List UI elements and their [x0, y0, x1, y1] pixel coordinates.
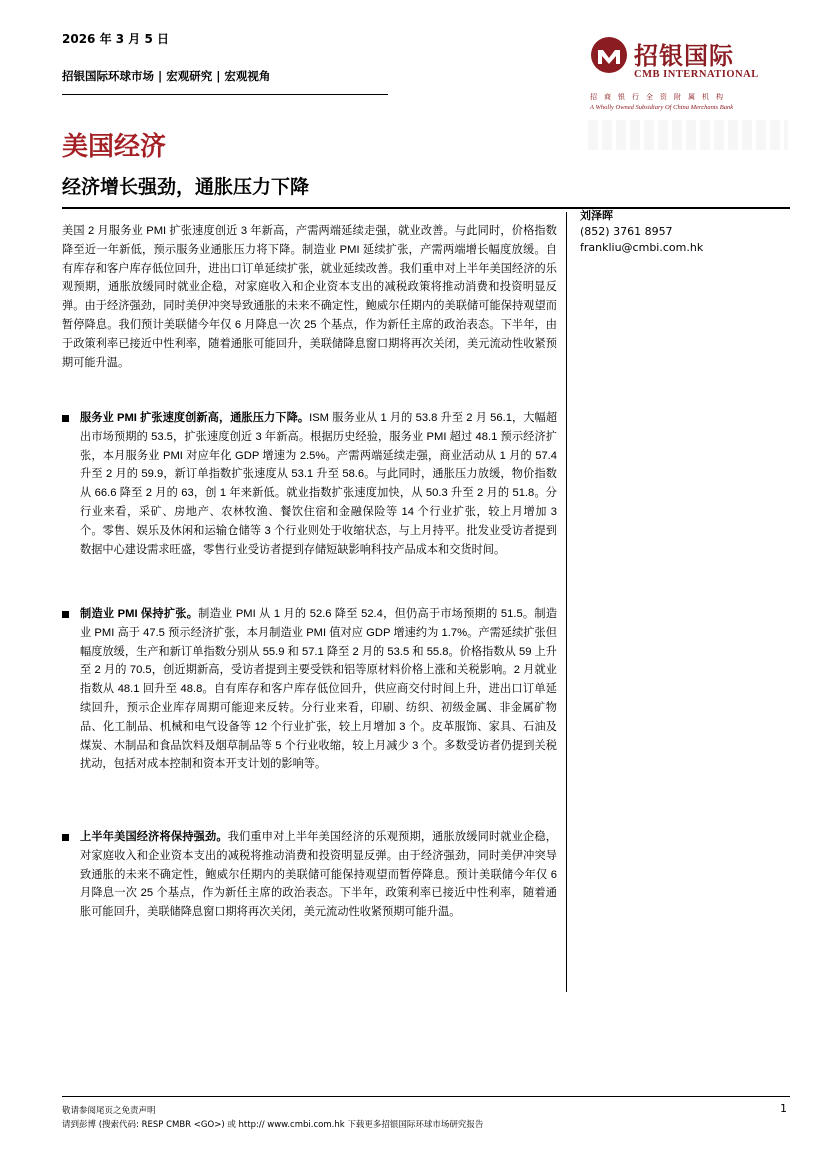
report-series: 招银国际环球市场 | 宏观研究 | 宏观视角	[62, 69, 271, 83]
bullet-text: 制造业 PMI 从 1 月的 52.6 降至 52.4，但仍高于市场预期的 51.5。制造业 PMI 高于 47.5 预示经济扩张，本月制造业 PMI 值对应 GDP 增速约为 1.7%。产需延续扩张但幅度放缓，生产和新订单指数分别从 55.9 和 57.1 降至 2 月的 53.5 和 55.8。价格指数从 59 上升至 2 月的 70.5，创近期新高，受访者提到主要受铁和铝等原材料价格上涨和关税影响。2 月就业指数从 48.1 回升至 48.8。自有库存和客户库存低位回升，供应商交付时间上升，进出口订单延续回升，预示企业库存周期可能迎来反转。分行业来看，印刷、纺织、初级金属、非金属矿物品、化工制品、机械和电气设备等 12 个行业扩张，较上月增加 3 个。皮革服饰、家具、石油及煤炭、木制品和食品饮料及烟草制品等 5 个行业收缩，较上月减少 3 个。多数受访者仍提到关税扰动，包括对成本控制和资本开支计划的影响等。	[80, 608, 558, 771]
disclaimer-note: 敬请参阅尾页之免责声明	[62, 1106, 156, 1116]
logo-english-name: CMB INTERNATIONAL	[634, 69, 759, 80]
logo-chinese-name: 招银国际	[634, 41, 734, 70]
author-email[interactable]: frankliu@cmbi.com.hk	[580, 241, 704, 254]
watermark-texture	[588, 120, 788, 150]
logo-subsidiary-en: A Wholly Owned Subsidiary Of China Merchants Bank	[590, 104, 734, 111]
author-info	[580, 208, 703, 256]
report-headline: 经济增长强劲，通胀压力下降	[62, 176, 310, 198]
bullet-text: 我们重申对上半年美国经济的乐观预期，通胀放缓同时就业企稳，对家庭收入和企业资本支出的减税将推动消费和投资明显反弹。由于经济强劲，同时美伊冲突导致通胀的未来不确定性，鲍威尔任期内的美联储可能保持观望而暂停降息。预计美联储今年仅 6 月降息一次 25 个基点，作为新任主席的政治表态。下半年，政策利率已接近中性利率，随着通胀可能回升，美联储降息窗口期将再次关闭，美元流动性收紧预期可能升温。	[80, 831, 557, 919]
download-note[interactable]: 请到彭博 (搜索代码: RESP CMBR <GO>) 或 http:// www.cmbi.com.hk 下载更多招银国际环球市场研究报告	[62, 1120, 484, 1130]
author-phone: (852) 3761 8957	[580, 225, 673, 238]
page-number: 1	[780, 1102, 787, 1115]
bullet-manufacturing-pmi	[62, 605, 557, 774]
cmbi-logo-icon	[590, 36, 628, 74]
header-divider	[62, 94, 388, 95]
column-divider	[566, 212, 567, 992]
bullet-square-icon	[62, 834, 69, 841]
bullet-outlook	[62, 828, 557, 922]
intro-paragraph: 美国 2 月服务业 PMI 扩张速度创近 3 年新高，产需两端延续走强，就业改善。与此同时，价格指数降至近一年新低，预示服务业通胀压力将下降。制造业 PMI 延续扩张，产需两端增长幅度放缓。自有库存和客户库存低位回升，进出口订单延续扩张，就业延续改善。我们重申对上半年美国经济的乐观预期，通胀放缓同时就业企稳，对家庭收入和企业资本支出的减税政策将推动消费和投资明显反弹。由于经济强劲，同时美伊冲突导致通胀的未来不确定性，鲍威尔任期内的美联储可能保持观望而暂停降息。我们预计美联储今年仅 6 月降息一次 25 个基点，作为新任主席的政治表态。下半年，由于政策利率已接近中性利率，随着通胀可能回升，美联储降息窗口期将再次关闭，美元流动性收紧预期可能升温。	[62, 225, 557, 369]
bullet-square-icon	[62, 415, 69, 422]
company-logo	[590, 34, 790, 124]
report-date: 2026 年 3 月 5 日	[62, 32, 169, 46]
bullet-lead: 制造业 PMI 保持扩张。	[80, 608, 199, 620]
author-name: 刘泽晖	[580, 209, 613, 222]
bullet-lead: 上半年美国经济将保持强劲。	[80, 831, 228, 843]
bullet-services-pmi	[62, 409, 557, 559]
logo-subsidiary-cn: 招商银行全资附属机构	[590, 93, 730, 101]
footer-divider	[62, 1096, 790, 1097]
section-title: 美国经济	[62, 132, 167, 162]
bullet-square-icon	[62, 611, 69, 618]
bullet-lead: 服务业 PMI 扩张速度创新高，通胀压力下降。	[80, 412, 310, 424]
bullet-text: ISM 服务业从 1 月的 53.8 升至 2 月 56.1，大幅超出市场预期的 53.5，扩张速度创近 3 年新高。根据历史经验，服务业 PMI 超过 48.1 预示经济扩张，本月服务业 PMI 对应年化 GDP 增速为 2.5%。产需两端延续走强，商业活动从 1 月的 57.4 升至 2 月的 59.9，新订单指数扩张速度从 53.1 升至 58.6。与此同时，通胀压力放缓，物价指数从 66.6 降至 2 月的 63，创 1 年来新低。就业指数扩张速度加快，从 50.3 升至 2 月的 51.8。分行业来看，采矿、房地产、农林牧渔、餐饮住宿和金融保险等 14 个行业扩张，较上月增加 3 个。零售、娱乐及休闲和运输仓储等 3 个行业则处于收缩状态，与上月持平。批发业受访者提到数据中心建设需求旺盛，零售行业受访者提到存储短缺影响科技产品成本和交货时间。	[80, 412, 558, 556]
